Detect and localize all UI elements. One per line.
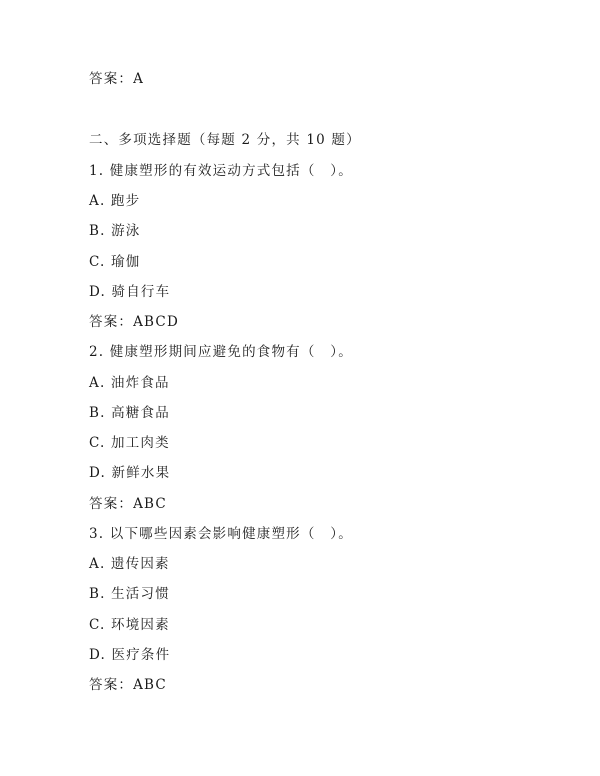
question-3-stem: 3. 以下哪些因素会影响健康塑形（ ）。 [89,526,353,542]
section-title: 二、多项选择题（每题 2 分，共 10 题） [89,132,361,148]
previous-answer: 答案：A [89,71,145,87]
question-3-option-d: D. 医疗条件 [89,647,171,663]
question-1-option-a: A. 跑步 [89,193,141,209]
question-1-option-d: D. 骑自行车 [89,284,171,300]
question-2-stem: 2. 健康塑形期间应避免的食物有（ ）。 [89,344,353,360]
question-3-option-c: C. 环境因素 [89,617,170,633]
question-1-option-c: C. 瑜伽 [89,254,141,270]
question-1-answer: 答案：ABCD [89,314,179,330]
question-2-option-b: B. 高糖食品 [89,405,170,421]
question-2-option-d: D. 新鲜水果 [89,465,171,481]
question-3-answer: 答案：ABC [89,677,167,693]
question-3-option-b: B. 生活习惯 [89,586,170,602]
question-2-option-c: C. 加工肉类 [89,435,170,451]
question-1-option-b: B. 游泳 [89,223,141,239]
question-1-stem: 1. 健康塑形的有效运动方式包括（ ）。 [89,163,353,179]
question-2-option-a: A. 油炸食品 [89,375,170,391]
question-2-answer: 答案：ABC [89,496,167,512]
question-3-option-a: A. 遗传因素 [89,556,170,572]
